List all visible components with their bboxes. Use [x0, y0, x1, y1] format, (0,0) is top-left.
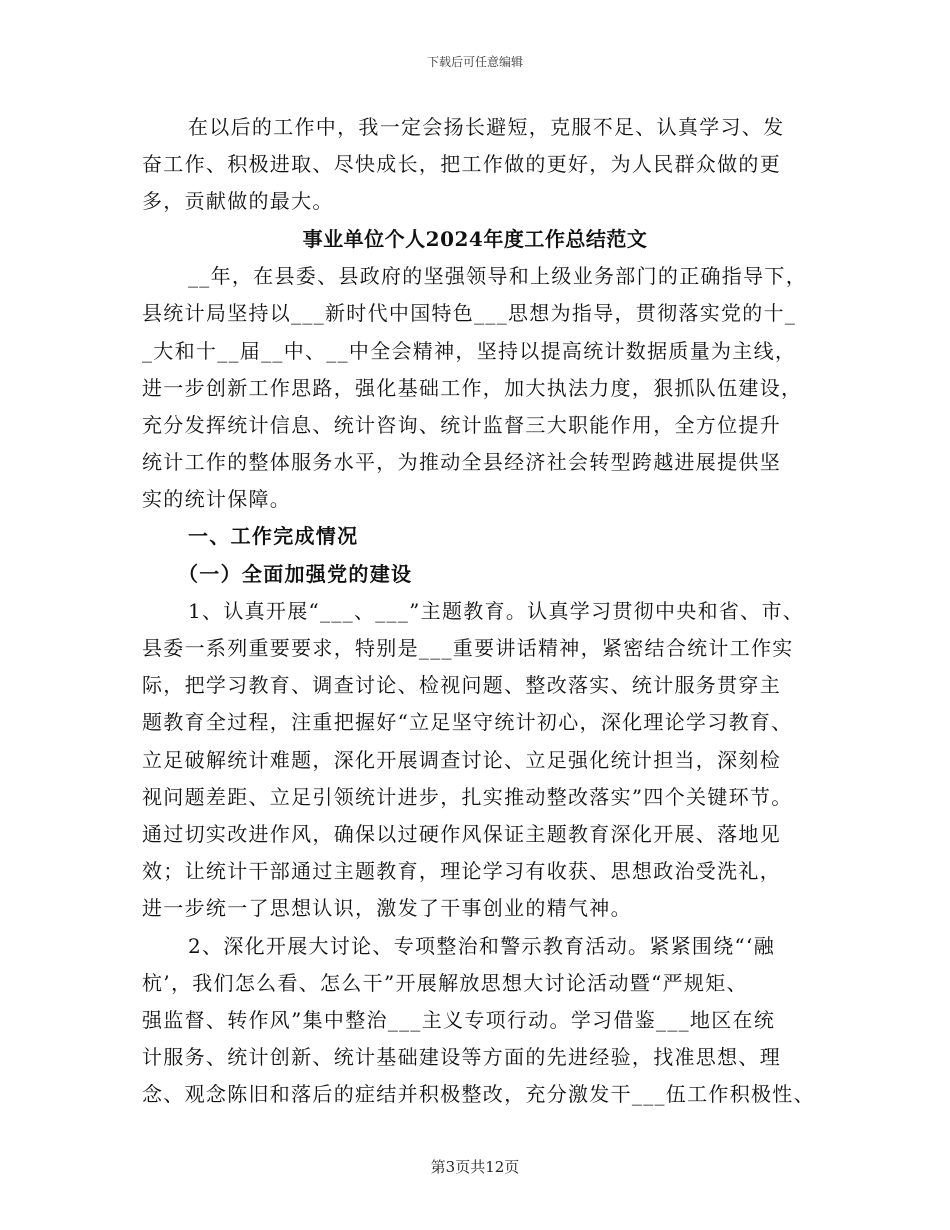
- text-line: 县委一系列重要要求，特别是___重要讲话精神，紧密结合统计工作实: [142, 636, 794, 660]
- text-line: 题教育全过程，注重把握好“立足坚守统计初心，深化理论学习教育、: [142, 710, 793, 734]
- text-line: 视问题差距、立足引领统计进步，扎实推动整改落实”四个关键环节。: [142, 785, 793, 809]
- text-line: 念、观念陈旧和落后的症结并积极整改，充分激发干___伍工作积极性、: [142, 1082, 815, 1106]
- text-line: 多，贡献做的最大。: [142, 189, 334, 213]
- page-number: 第3页共12页: [430, 1158, 520, 1176]
- text-line: 实的统计保障。: [142, 487, 292, 511]
- text-line: 效；让统计干部通过主题教育，理论学习有收获、思想政治受洗礼，: [142, 859, 781, 883]
- document-title: 事业单位个人2024年度工作总结范文: [302, 227, 648, 251]
- text-line: 1、认真开展“___、___”主题教育。认真学习贯彻中央和省、市、: [188, 599, 805, 623]
- text-line: 际，把学习教育、调查讨论、检视问题、整改落实、统计服务贯穿主: [142, 673, 781, 697]
- text-line: 杭’，我们怎么看、怎么干”开展解放思想大讨论活动暨“严规矩、: [142, 971, 748, 995]
- text-line: 进一步统一了思想认识，激发了干事创业的精气神。: [142, 896, 632, 920]
- text-line: 县统计局坚持以___新时代中国特色___思想为指导，贯彻落实党的十_: [142, 301, 797, 325]
- text-line: 充分发挥统计信息、统计咨询、统计监督三大职能作用，全方位提升: [142, 413, 781, 437]
- text-line: 进一步创新工作思路，强化基础工作，加大执法力度，狠抓队伍建设，: [142, 376, 803, 400]
- text-line: 强监督、转作风”集中整治___主义专项行动。学习借鉴___地区在统: [142, 1008, 776, 1032]
- text-line: __年，在县委、县政府的坚强领导和上级业务部门的正确指导下，: [188, 264, 807, 288]
- section-heading: 一、工作完成情况: [188, 524, 359, 548]
- subsection-heading: （一）全面加强党的建设: [178, 562, 413, 586]
- text-line: _大和十__届__中、__中全会精神，坚持以提高统计数据质量为主线，: [142, 339, 797, 363]
- text-line: 在以后的工作中，我一定会扬长避短，克服不足、认真学习、发: [188, 115, 785, 139]
- text-line: 奋工作、积极进取、尽快成长，把工作做的更好，为人民群众做的更: [142, 152, 781, 176]
- text-line: 统计工作的整体服务水平，为推动全县经济社会转型跨越进展提供坚: [142, 450, 781, 474]
- text-line: 计服务、统计创新、统计基础建设等方面的先进经验，找准思想、理: [142, 1045, 781, 1069]
- text-line: 通过切实改进作风，确保以过硬作风保证主题教育深化开展、落地见: [142, 822, 781, 846]
- page-header: 下载后可任意编辑: [426, 55, 523, 69]
- text-line: 立足破解统计难题，深化开展调查讨论、立足强化统计担当，深刻检: [142, 748, 781, 772]
- text-line: 2、深化开展大讨论、专项整治和警示教育活动。紧紧围绕“‘融: [188, 934, 776, 958]
